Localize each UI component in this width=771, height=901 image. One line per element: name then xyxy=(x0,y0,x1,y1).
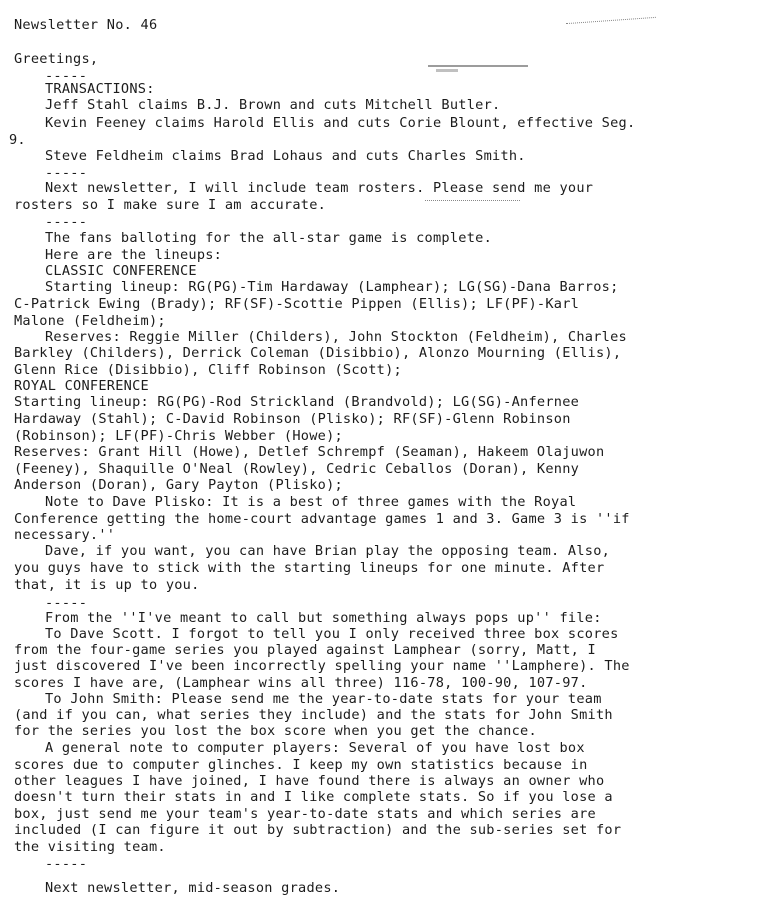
body-line: scores I have are, (Lamphear wins all three) 116-78, 100-90, 107-97. xyxy=(14,675,588,691)
body-line: (Feeney), Shaquille O'Neal (Rowley), Cedric Ceballos (Doran), Kenny xyxy=(14,461,580,477)
body-line: Malone (Feldheim); xyxy=(14,313,166,329)
closing-line: Next newsletter, mid-season grades. xyxy=(45,880,341,896)
body-line: The fans balloting for the all-star game is complete. xyxy=(45,230,493,246)
body-line: just discovered I've been incorrectly spelling your name ''Lamphere). The xyxy=(14,658,630,674)
body-line: other leagues I have joined, I have found there is always an owner who xyxy=(14,773,605,789)
separator: ----- xyxy=(45,856,88,872)
scan-artifact xyxy=(425,200,520,202)
separator: ----- xyxy=(45,595,88,611)
body-line: Glenn Rice (Disibbio), Cliff Robinson (Scott); xyxy=(14,362,402,378)
body-line: Steve Feldheim claims Brad Lohaus and cuts Charles Smith. xyxy=(45,148,526,164)
body-line: Note to Dave Plisko: It is a best of three games with the Royal xyxy=(45,494,577,510)
body-line: box, just send me your team's year-to-date stats and which series are xyxy=(14,806,596,822)
body-line: doesn't turn their stats in and I like complete stats. So if you lose a xyxy=(14,789,613,805)
body-line: 9. xyxy=(9,132,26,148)
body-line: rosters so I make sure I am accurate. xyxy=(14,197,327,213)
body-line: Reserves: Grant Hill (Howe), Detlef Schrempf (Seaman), Hakeem Olajuwon xyxy=(14,444,605,460)
section-heading: TRANSACTIONS: xyxy=(45,81,155,97)
body-line: Reserves: Reggie Miller (Childers), John Stockton (Feldheim), Charles xyxy=(45,329,627,345)
body-line: included (I can figure it out by subtraction) and the sub-series set for xyxy=(14,822,622,838)
body-line: you guys have to stick with the starting lineups for one minute. After xyxy=(14,560,605,576)
scan-artifact xyxy=(428,65,528,67)
body-line: from the four-game series you played against Lamphear (sorry, Matt, I xyxy=(14,642,596,658)
body-line: Here are the lineups: xyxy=(45,247,223,263)
body-line: To Dave Scott. I forgot to tell you I only received three box scores xyxy=(45,626,619,642)
body-line: for the series you lost the box score when you get the chance. xyxy=(14,723,537,739)
body-line: Dave, if you want, you can have Brian play the opposing team. Also, xyxy=(45,543,611,559)
newsletter-title: Newsletter No. 46 xyxy=(14,17,158,33)
body-line: A general note to computer players: Several of you have lost box xyxy=(45,740,585,756)
body-line: scores due to computer glinches. I keep my own statistics because in xyxy=(14,757,588,773)
body-line: necessary.'' xyxy=(14,527,116,543)
body-line: From the ''I've meant to call but something always pops up'' file: xyxy=(45,610,602,626)
body-line: To John Smith: Please send me the year-to-date stats for your team xyxy=(45,691,602,707)
section-heading: CLASSIC CONFERENCE xyxy=(45,263,197,279)
body-line: Jeff Stahl claims B.J. Brown and cuts Mitchell Butler. xyxy=(45,97,501,113)
body-line: Barkley (Childers), Derrick Coleman (Disibbio), Alonzo Mourning (Ellis), xyxy=(14,345,622,361)
scan-artifact xyxy=(566,17,656,25)
body-line: (and if you can, what series they include) and the stats for John Smith xyxy=(14,707,613,723)
body-line: (Robinson); LF(PF)-Chris Webber (Howe); xyxy=(14,428,343,444)
body-line: that, it is up to you. xyxy=(14,577,200,593)
body-line: Starting lineup: RG(PG)-Tim Hardaway (Lamphear); LG(SG)-Dana Barros; xyxy=(45,279,619,295)
separator: ----- xyxy=(45,214,88,230)
separator: ----- xyxy=(45,68,88,84)
body-line: C-Patrick Ewing (Brady); RF(SF)-Scottie Pippen (Ellis); LF(PF)-Karl xyxy=(14,296,580,312)
body-line: Kevin Feeney claims Harold Ellis and cuts Corie Blount, effective Seg. xyxy=(45,115,636,131)
section-heading: ROYAL CONFERENCE xyxy=(14,378,149,394)
greeting: Greetings, xyxy=(14,51,99,67)
separator: ----- xyxy=(45,165,88,181)
scan-artifact xyxy=(436,69,458,72)
body-line: Anderson (Doran), Gary Payton (Plisko); xyxy=(14,477,343,493)
body-line: the visiting team. xyxy=(14,839,166,855)
body-line: Hardaway (Stahl); C-David Robinson (Plisko); RF(SF)-Glenn Robinson xyxy=(14,411,571,427)
body-line: Conference getting the home-court advantage games 1 and 3. Game 3 is ''if xyxy=(14,511,630,527)
body-line: Next newsletter, I will include team rosters. Please send me your xyxy=(45,180,594,196)
body-line: Starting lineup: RG(PG)-Rod Strickland (Brandvold); LG(SG)-Anfernee xyxy=(14,394,580,410)
